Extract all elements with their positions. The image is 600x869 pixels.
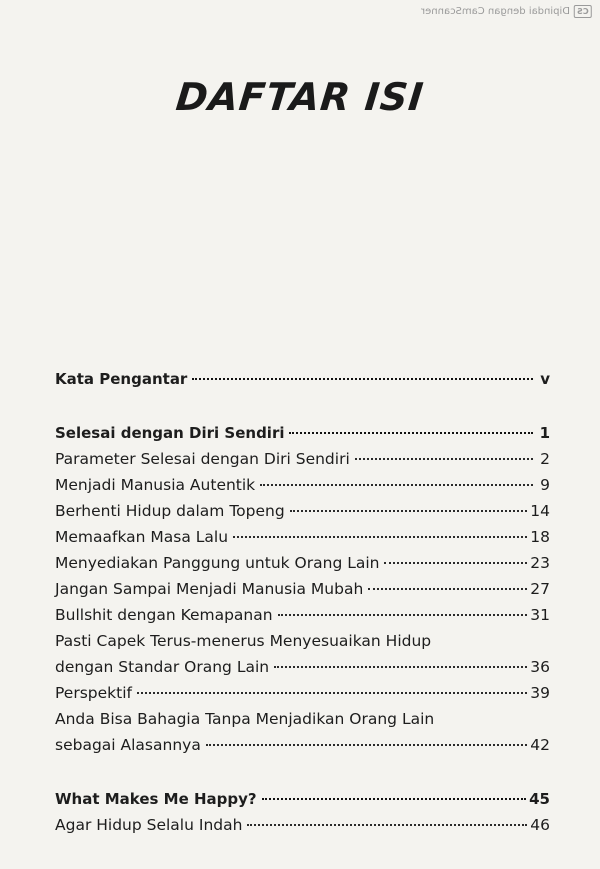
toc-heading-label: What Makes Me Happy? (55, 790, 257, 808)
toc-entry (55, 554, 550, 580)
leader-dots (262, 798, 526, 800)
toc-entry (55, 606, 550, 632)
toc-entry (55, 580, 550, 606)
toc-section-kata-pengantar (55, 370, 550, 396)
toc-entry (55, 684, 550, 710)
toc-heading-page: v (540, 370, 550, 388)
leader-dots (192, 378, 533, 380)
page-title: DAFTAR ISI (173, 75, 427, 119)
toc-entry-page: 27 (530, 580, 550, 598)
leader-dots (233, 536, 527, 538)
toc-section-what-makes-me-happy (55, 790, 550, 842)
toc-entry-label: dengan Standar Orang Lain (55, 658, 270, 676)
toc-entry (55, 816, 550, 842)
toc-entry (55, 502, 550, 528)
leader-dots (289, 432, 533, 434)
toc-entry (55, 476, 550, 502)
toc-entry-page: 36 (530, 658, 550, 676)
leader-dots (290, 510, 528, 512)
toc-entry-page: 2 (540, 450, 550, 468)
scanner-watermark (421, 5, 592, 18)
toc-entry-label: Perspektif (55, 684, 132, 702)
toc-heading-label: Kata Pengantar (55, 370, 188, 388)
toc-entry-label: Agar Hidup Selalu Indah (55, 816, 243, 834)
toc-entry-page: 42 (530, 736, 550, 754)
toc-heading-page: 45 (529, 790, 550, 808)
toc-entry-label-line1: Anda Bisa Bahagia Tanpa Menjadikan Orang Lain (55, 710, 435, 728)
leader-dots (384, 562, 527, 564)
toc-heading-label: Selesai dengan Diri Sendiri (55, 424, 285, 442)
toc-entry-label: Parameter Selesai dengan Diri Sendiri (55, 450, 350, 468)
toc-entry-label: Menjadi Manusia Autentik (55, 476, 256, 494)
leader-dots (247, 824, 527, 826)
toc-heading-page: 1 (539, 424, 550, 442)
toc-entry-label: Jangan Sampai Menjadi Manusia Mubah (55, 580, 364, 598)
toc-entry (55, 528, 550, 554)
toc-entry-page: 18 (530, 528, 550, 546)
leader-dots (206, 744, 527, 746)
leader-dots (137, 692, 527, 694)
toc-entry (55, 450, 550, 476)
toc-entry-line1 (55, 710, 550, 736)
toc-entry (55, 736, 550, 762)
toc-entry-label: sebagai Alasannya (55, 736, 201, 754)
toc-entry-label: Memaafkan Masa Lalu (55, 528, 229, 546)
leader-dots (355, 458, 533, 460)
toc-heading (55, 370, 550, 396)
toc-entry-label-line1: Pasti Capek Terus-menerus Menyesuaikan Hidup (55, 632, 432, 650)
toc-section-selesai (55, 424, 550, 762)
toc-entry-label: Bullshit dengan Kemapanan (55, 606, 273, 624)
toc-entry-label: Menyediakan Panggung untuk Orang Lain (55, 554, 380, 572)
toc-entry-line1 (55, 632, 550, 658)
toc-heading (55, 790, 550, 816)
toc-heading (55, 424, 550, 450)
toc-entry-page: 31 (530, 606, 550, 624)
leader-dots (274, 666, 527, 668)
toc-entry-page: 14 (530, 502, 550, 520)
toc-entry-page: 46 (530, 816, 550, 834)
leader-dots (368, 588, 527, 590)
leader-dots (260, 484, 533, 486)
toc-entry-page: 9 (540, 476, 550, 494)
toc-entry-page: 39 (530, 684, 550, 702)
toc-entry-page: 23 (530, 554, 550, 572)
camscanner-logo-icon: CS (574, 5, 592, 18)
toc-entry-label: Berhenti Hidup dalam Topeng (55, 502, 285, 520)
toc-entry (55, 658, 550, 684)
leader-dots (278, 614, 528, 616)
watermark-text: Dipindai dengan CamScanner (421, 6, 571, 17)
